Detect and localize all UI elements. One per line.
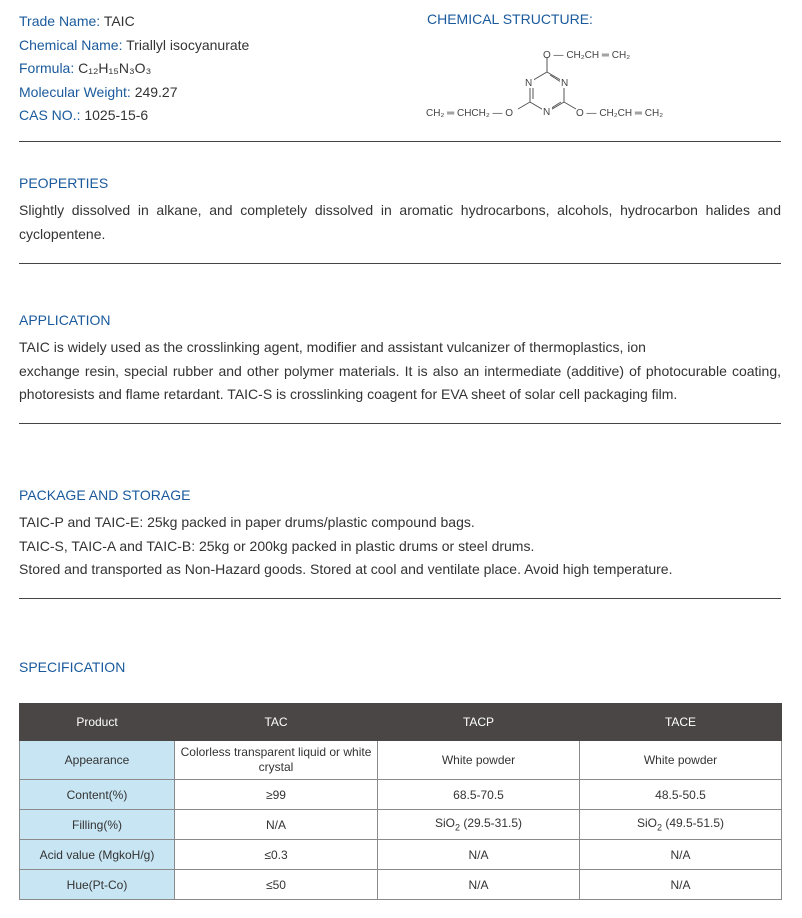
cas-value: 1025-15-6: [84, 107, 149, 123]
properties-text: Slightly dissolved in alkane, and completely dissolved in aromatic hydrocarbons, alcohols, hydrocarbon halides and cyclopentene.: [19, 202, 781, 242]
product-info: [19, 10, 249, 128]
table-header-row: [20, 704, 782, 741]
chemical-name-label: Chemical Name:: [19, 36, 123, 53]
left-substituent: CH₂ ═ CHCH₂ — O: [426, 108, 514, 119]
ring-n-bottom: N: [543, 107, 551, 118]
package-line: TAIC-P and TAIC-E: 25kg packed in paper drums/plastic compound bags.: [19, 514, 475, 530]
formula-value: C₁₂H₁₅N₃O₃: [78, 60, 152, 76]
row-header: Acid value (MgkoH/g): [20, 840, 175, 870]
properties-title: PEOPERTIES: [19, 175, 109, 191]
package-storage-title: PACKAGE AND STORAGE: [19, 487, 191, 503]
table-cell: [580, 810, 782, 840]
formula-text: SiO: [636, 816, 657, 831]
table-row: [20, 840, 782, 870]
row-header: Content(%): [20, 780, 175, 810]
cas-label: CAS NO.:: [19, 107, 81, 123]
divider: [19, 141, 781, 142]
ring-n-left: N: [525, 78, 533, 89]
trade-name-label: Trade Name:: [19, 13, 101, 29]
chemical-structure-title: CHEMICAL STRUCTURE:: [427, 11, 593, 27]
column-header: TACE: [580, 704, 782, 741]
right-substituent: O — CH₂CH ═ CH₂: [576, 108, 664, 119]
application-line: TAIC is widely used as the crosslinking agent, modifier and assistant vulcanizer of thermoplastics, ion: [19, 339, 646, 355]
column-header: TAC: [175, 704, 378, 741]
trade-name-value: TAIC: [103, 13, 135, 29]
table-cell: N/A: [175, 810, 378, 840]
formula-label: Formula:: [19, 60, 75, 76]
formula-subscript: 2: [656, 822, 662, 833]
table-cell: N/A: [580, 870, 782, 900]
top-substituent: O — CH₂CH ═ CH₂: [543, 50, 631, 61]
table-cell: ≤50: [175, 870, 378, 900]
table-row: [20, 810, 782, 840]
table-cell: ≥99: [175, 780, 378, 810]
table-cell: 68.5-70.5: [378, 780, 580, 810]
row-header: Appearance: [20, 741, 175, 780]
column-header: Product: [20, 704, 175, 741]
formula-row: [19, 57, 249, 81]
table-cell: 48.5-50.5: [580, 780, 782, 810]
column-header: TACP: [378, 704, 580, 741]
specification-table: [19, 703, 782, 900]
table-cell: N/A: [580, 840, 782, 870]
table-cell: White powder: [580, 741, 782, 780]
right-bond: [564, 102, 576, 109]
application-text: [19, 336, 781, 407]
specification-title: SPECIFICATION: [19, 659, 126, 675]
row-header: Hue(Pt-Co): [20, 870, 175, 900]
chemical-name-value: Triallyl isocyanurate: [126, 36, 250, 53]
table-row: [20, 870, 782, 900]
table-cell: ≤0.3: [175, 840, 378, 870]
package-line: Stored and transported as Non-Hazard goods. Stored at cool and ventilate place. Avoid high temperature.: [19, 561, 673, 577]
package-storage-text: [19, 511, 781, 582]
cas-row: [19, 104, 249, 128]
divider: [19, 423, 781, 424]
application-title: APPLICATION: [19, 312, 111, 328]
divider: [19, 263, 781, 264]
chemical-structure-diagram: [420, 40, 690, 130]
chemical-name-row: [19, 34, 249, 58]
table-row: [20, 780, 782, 810]
table-row: [20, 741, 782, 780]
table-cell: [378, 810, 580, 840]
molecular-weight-label: Molecular Weight:: [19, 83, 131, 100]
range-text: (29.5-31.5): [459, 816, 523, 831]
molecular-weight-value: 249.27: [134, 83, 178, 100]
ring-double-bond: [550, 75, 561, 82]
formula-text: SiO: [434, 816, 455, 831]
ring-n-right: N: [561, 78, 569, 89]
trade-name-row: [19, 10, 249, 34]
left-bond: [518, 102, 530, 109]
formula-subscript: 2: [454, 822, 460, 833]
table-cell: Colorless transparent liquid or white crystal: [175, 741, 378, 780]
package-line: TAIC-S, TAIC-A and TAIC-B: 25kg or 200kg packed in plastic drums or steel drums.: [19, 537, 535, 554]
molecular-weight-row: [19, 81, 249, 105]
table-cell: White powder: [378, 741, 580, 780]
range-text: (49.5-51.5): [661, 816, 725, 831]
row-header: Filling(%): [20, 810, 175, 840]
table-cell: N/A: [378, 870, 580, 900]
divider: [19, 598, 781, 599]
table-cell: N/A: [378, 840, 580, 870]
application-line: exchange resin, special rubber and other polymer materials. It is also an intermediate (additive) of photocurable coating, photoresists and flame retardant. TAIC-S is crosslinking coagent for EVA sheet of solar cell packaging film.: [19, 362, 781, 402]
